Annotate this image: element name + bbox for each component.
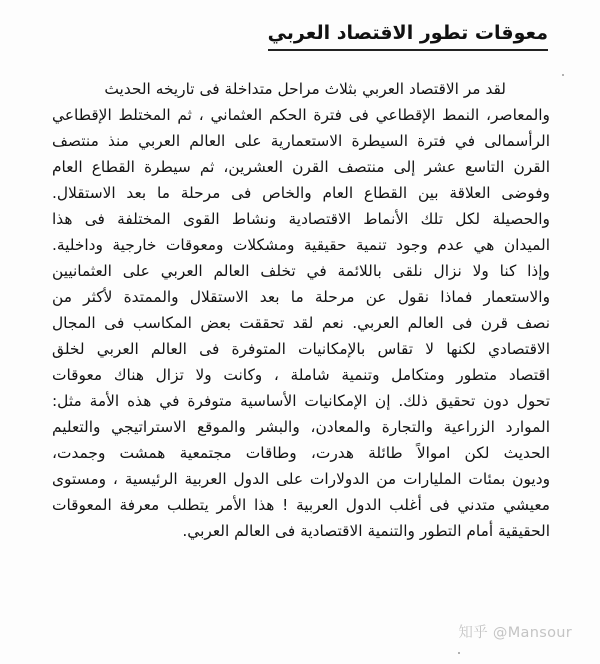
watermark: 知乎 @Mansour bbox=[458, 625, 572, 641]
text-line: لقد مر الاقتصاد العربي بثلاث مراحل متداخلة فى تاريخه الحديث bbox=[104, 80, 506, 98]
scan-speck bbox=[562, 74, 564, 76]
text-line: والحصيلة لكل تلك الأنماط الاقتصادية ونشاط القوى المختلفة فى هذا bbox=[52, 210, 550, 228]
text-line: الحقيقية أمام التطور والتنمية الاقتصادية فى العالم العربي. bbox=[182, 522, 550, 540]
text-line: وديون بمئات المليارات من الدولارات على الدول العربية الرئيسية ، ومستوى bbox=[52, 470, 550, 488]
text-line: اقتصاد متطور ومتكامل وتنمية شاملة ، وكانت ولا تزال هناك معوقات bbox=[52, 366, 550, 384]
text-line: نصف قرن فى العالم العربي. نعم لقد تحققت بعض المكاسب فى المجال bbox=[52, 314, 550, 332]
scan-speck bbox=[458, 652, 460, 654]
text-line: الرأسمالى في فترة السيطرة الاستعمارية على العالم العربي منذ منتصف bbox=[52, 132, 550, 150]
text-line: والمعاصر، النمط الإقطاعي فى فترة الحكم العثماني ، ثم المختلط الإقطاعي bbox=[52, 106, 550, 124]
text-line: معيشي متدني فى أغلب الدول العربية ! هذا الأمر يتطلب معرفة المعوقات bbox=[52, 496, 550, 514]
page-title: معوقات تطور الاقتصاد العربي bbox=[268, 20, 548, 51]
text-line: وإذا كنا ولا نزال نلقى باللائمة في تخلف العالم العربي على العثمانيين bbox=[52, 262, 550, 280]
text-line: وفوضى العلاقة بين القطاع العام والخاص فى مرحلة ما بعد الاستقلال. bbox=[52, 184, 550, 202]
text-line: الميدان هي عدم وجود تنمية حقيقية ومشكلات ومعوقات خارجية وداخلية. bbox=[52, 236, 550, 254]
text-line: القرن التاسع عشر إلى منتصف القرن العشرين، ثم سيطرة القطاع العام bbox=[52, 158, 550, 176]
text-line: الموارد الزراعية والتجارة والمعادن، والبشر والموقع الاستراتيجي والتعليم bbox=[52, 418, 550, 436]
heading-block bbox=[268, 20, 548, 51]
text-line: تحول دون تحقيق ذلك. إن الإمكانيات الأساسية متوفرة في هذه الأمة مثل: bbox=[52, 392, 550, 410]
text-line: الاقتصادي لكنها لا تقاس بالإمكانيات المتوفرة فى العالم العربي لخلق bbox=[52, 340, 550, 358]
body-paragraph bbox=[52, 76, 550, 544]
text-line: والاستعمار فماذا نقول عن مرحلة ما بعد الاستقلال والممتدة لأكثر من bbox=[52, 288, 550, 306]
text-line: الحديث لكن اموالاً طائلة هدرت، وطاقات مجتمعية همشت وجمدت، bbox=[52, 444, 550, 462]
